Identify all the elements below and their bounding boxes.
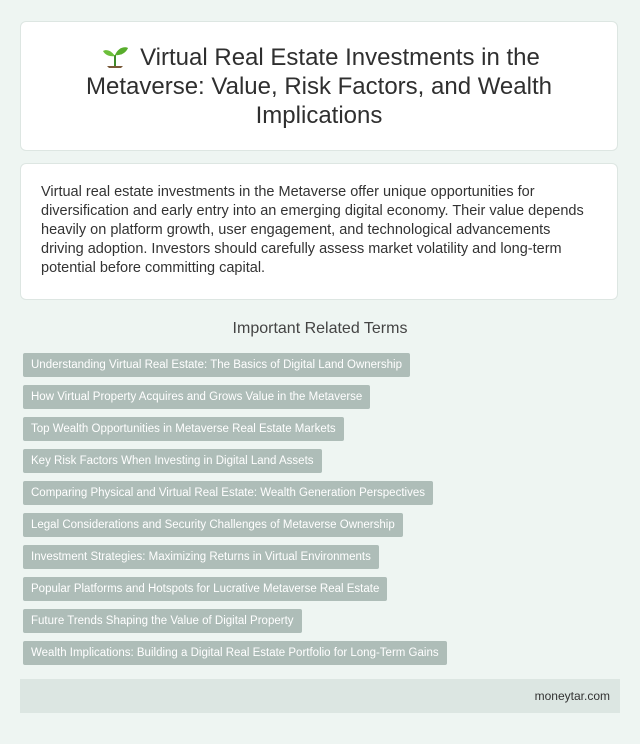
sprout-icon [98,44,132,68]
site-name: moneytar.com [534,689,610,703]
related-term-tag[interactable]: Popular Platforms and Hotspots for Lucrative Metaverse Real Estate [23,577,387,601]
related-term-tag[interactable]: Legal Considerations and Security Challenges of Metaverse Ownership [23,513,403,537]
page-title-text: Virtual Real Estate Investments in the Metaverse: Value, Risk Factors, and Wealth Implications [86,43,552,129]
related-term-tag[interactable]: Investment Strategies: Maximizing Returns in Virtual Environments [23,545,379,569]
page-title [51,43,587,130]
related-term-tag[interactable]: Top Wealth Opportunities in Metaverse Real Estate Markets [23,417,344,441]
related-term-tag[interactable]: How Virtual Property Acquires and Grows Value in the Metaverse [23,385,370,409]
related-term-tag[interactable]: Key Risk Factors When Investing in Digital Land Assets [23,449,322,473]
summary-text: Virtual real estate investments in the Metaverse offer unique opportunities for diversification and early entry into an emerging digital economy. Their value depends heavily on platform growth, user engagement, and technological advancements driving adoption. Investors should carefully assess market volatility and long-term potential before committing capital. [41,184,584,276]
summary-card [20,163,618,300]
related-terms-heading: Important Related Terms [232,320,408,337]
related-term-tag[interactable]: Understanding Virtual Real Estate: The Basics of Digital Land Ownership [23,353,410,377]
related-term-tag[interactable]: Comparing Physical and Virtual Real Estate: Wealth Generation Perspectives [23,481,433,505]
footer-bar [20,679,620,713]
related-term-tag[interactable]: Wealth Implications: Building a Digital Real Estate Portfolio for Long-Term Gains [23,641,447,665]
title-card [20,21,618,151]
related-term-tag[interactable]: Future Trends Shaping the Value of Digital Property [23,609,302,633]
related-terms-list [23,353,447,673]
